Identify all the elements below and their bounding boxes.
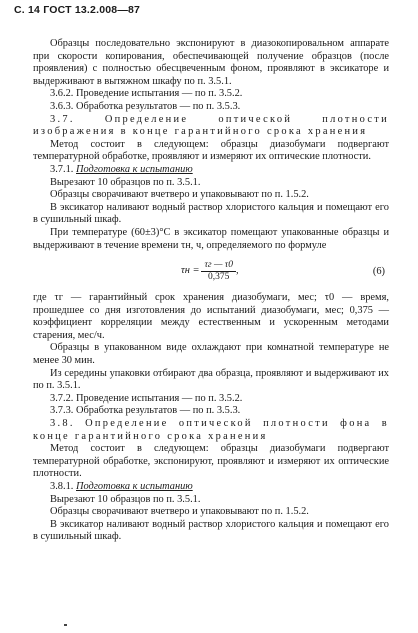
paragraph-method-3-7: Метод состоит в следующем: образцы диазобумаги подвергают температурной обработке, проявляют и измеряют их оптические плотности. <box>33 138 389 163</box>
clause-3-6-2: 3.6.2. Проведение испытания — по п. 3.5.2. <box>50 88 243 100</box>
line-cut-samples-2: Вырезают 10 образцов по п. 3.5.1. <box>50 493 201 505</box>
line-desiccator-2: В эксикатор наливают водный раствор хлористого кальция и помещают его в сушильный шкаф. <box>33 518 389 543</box>
section-heading-3-7: 3.7. Определение оптической плотности изображения в конце гарантийного срока хранения <box>33 113 389 138</box>
section-heading-3-8: 3.8. Определение оптической плотности фона в конце гарантийного срока хранения <box>33 418 389 442</box>
paragraph-cooling: Образцы в упакованном виде охлаждают при комнатной температуре не менее 30 мин. <box>33 342 389 367</box>
line-desiccator: В эксикатор наливают водный раствор хлористого кальция и помещают его в сушильный шкаф. <box>33 201 389 226</box>
clause-3-7-2: 3.7.2. Проведение испытания — по п. 3.5.2. <box>50 392 243 404</box>
paragraph-exposure: Образцы последовательно экспонируют в диазокопировальном аппарате при скорости копирования, обеспечивающей получение образцов (после проявления) с полностью обесцвеченным фоном, проявляют в эксикаторе и выдерживают в вытяжном шкафу по п. 3.5.1. <box>33 38 389 87</box>
equation-number: (6) <box>372 266 385 278</box>
formula-fraction <box>201 260 235 283</box>
formula-6 <box>33 258 389 288</box>
formula-expression <box>181 260 239 283</box>
formula-comma: , <box>235 265 239 277</box>
clause-3-8-1 <box>33 481 389 494</box>
paragraph-middle: Из середины упаковки отбирают два образца, проявляют и выдерживают их по п. 3.5.1. <box>33 367 389 392</box>
clause-number: 3.7.1. <box>50 163 74 175</box>
page-header: С. 14 ГОСТ 13.2.008—87 <box>14 4 141 16</box>
clause-number: 3.8.1. <box>50 481 74 492</box>
clause-title: Подготовка к испытанию <box>76 163 193 175</box>
clause-title: Подготовка к испытанию <box>76 481 193 492</box>
line-temperature: При температуре (60±3)°C в эксикатор помещают упакованные образцы и выдерживают в течение времени τн, ч, определяемого по формуле <box>33 226 389 251</box>
clause-3-7-1 <box>33 164 389 177</box>
line-cut-samples: Вырезают 10 образцов по п. 3.5.1. <box>50 176 201 188</box>
paragraph-method-3-8: Метод состоит в следующем: образцы диазобумаги подвергают температурной обработке, экспонируют, проявляют и измеряют их оптические плотности. <box>33 443 389 480</box>
formula-lhs: τн = <box>181 265 200 277</box>
formula-denominator: 0,375 <box>208 272 230 283</box>
clause-3-6-3: 3.6.3. Обработка результатов — по п. 3.5.3. <box>50 100 241 112</box>
formula-numerator: τг — τ0 <box>201 260 235 272</box>
line-fold-samples: Образцы сворачивают вчетверо и упаковывают по п. 1.5.2. <box>50 189 309 201</box>
scan-mark <box>64 624 67 626</box>
paragraph-where: где τг — гарантийный срок хранения диазобумаги, мес; τ0 — время, прошедшее со дня изготовления до испытаний диазобумаги, мес; 0,375 — коэффициент корреляции между естественным и ускоренным методами старения, мес/ч. <box>33 292 389 341</box>
clause-3-7-3: 3.7.3. Обработка результатов — по п. 3.5.3. <box>50 405 241 417</box>
line-fold-samples-2: Образцы сворачивают вчетверо и упаковывают по п. 1.5.2. <box>50 506 309 518</box>
page-body <box>33 38 389 544</box>
